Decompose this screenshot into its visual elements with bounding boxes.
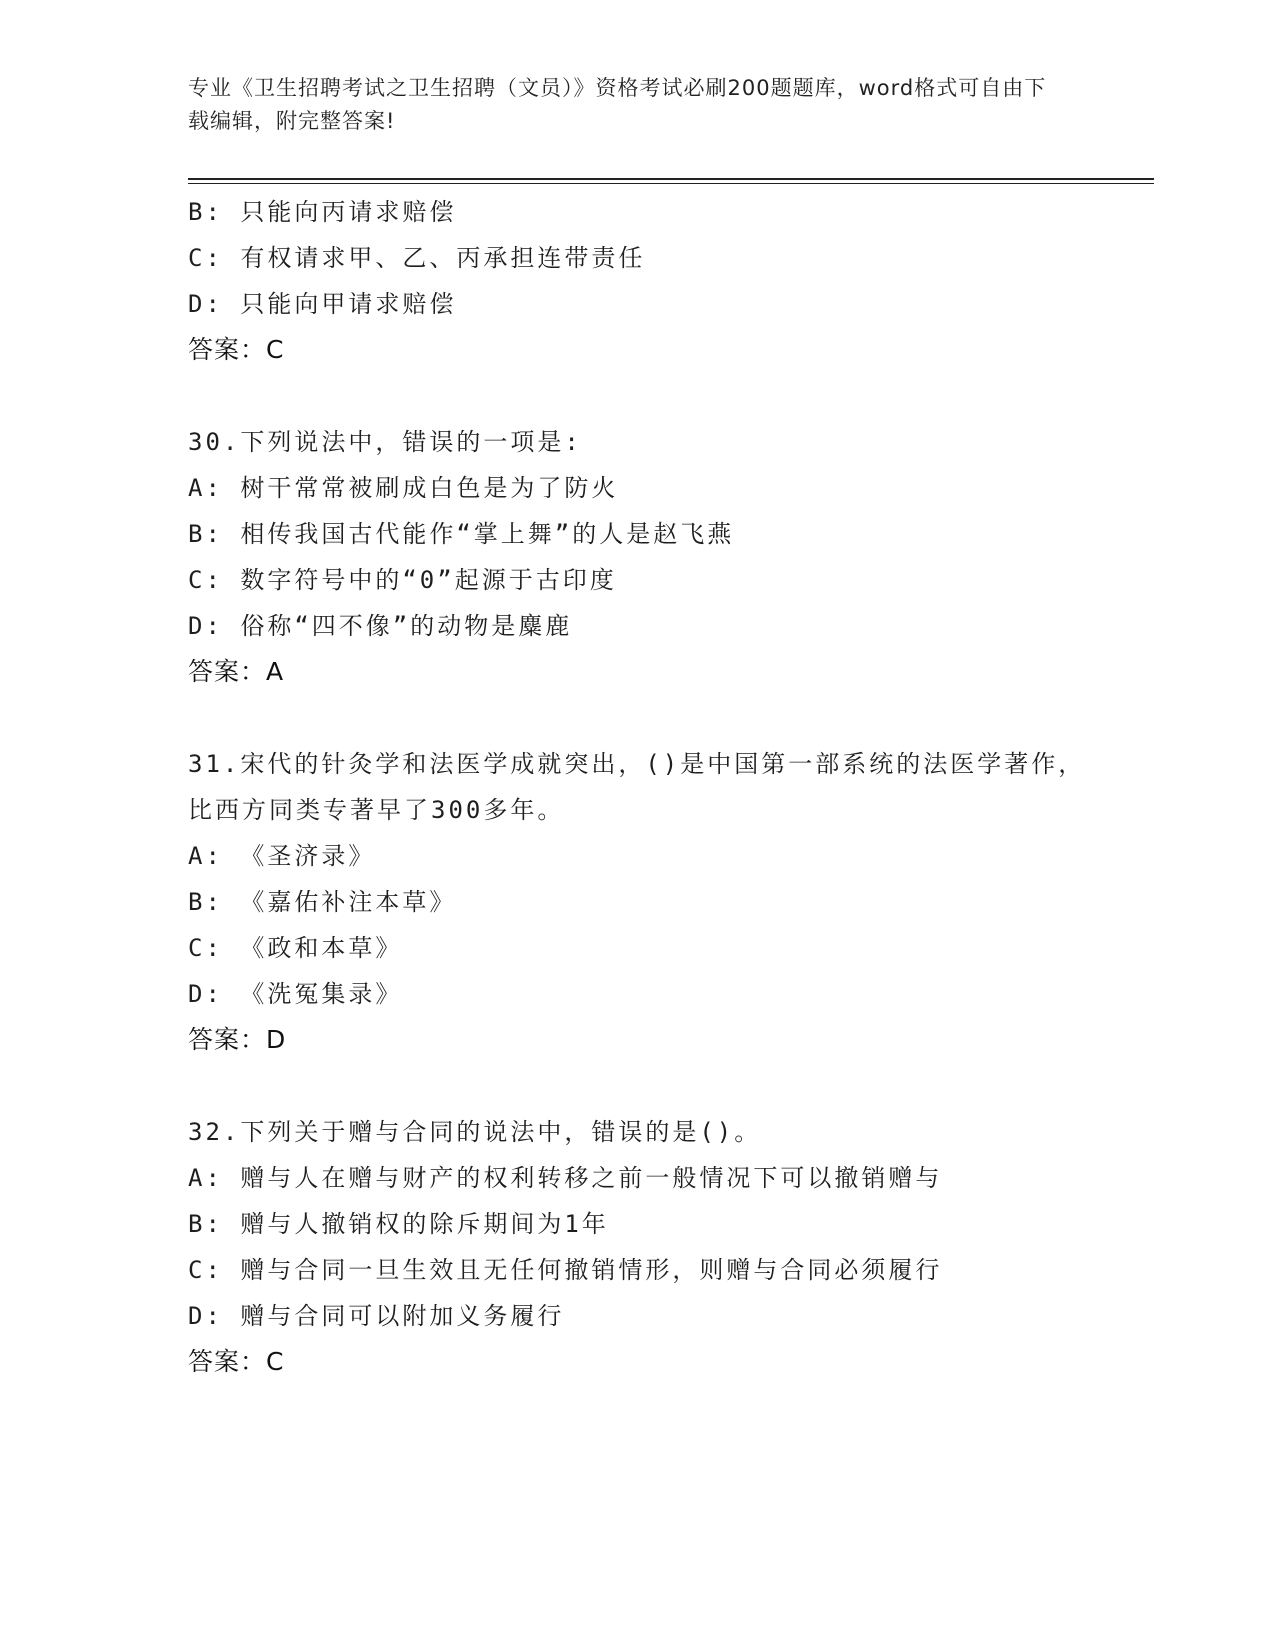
option-c: C: 数字符号中的“0”起源于古印度 <box>188 566 617 594</box>
answer: 答案：C <box>188 335 285 364</box>
spacer <box>188 695 1088 741</box>
document-header: 专业《卫生招聘考试之卫生招聘（文员）》资格考试必刷200题题库，word格式可自由下载编辑，附完整答案! <box>188 76 1047 133</box>
spacer <box>188 373 1088 419</box>
option-d: D: 赠与合同可以附加义务履行 <box>188 1302 565 1330</box>
answer: 答案：C <box>188 1347 285 1376</box>
option-a: A: 赠与人在赠与财产的权利转移之前一般情况下可以撤销赠与 <box>188 1164 943 1192</box>
question-32 <box>188 1109 1088 1385</box>
option-b: B: 《嘉佑补注本草》 <box>188 888 457 916</box>
option-b: B: 赠与人撤销权的除斥期间为1年 <box>188 1210 609 1238</box>
question-30 <box>188 419 1088 695</box>
option-c: C: 《政和本草》 <box>188 934 403 962</box>
header-rule-thick <box>188 178 1154 180</box>
partial-question-29 <box>188 189 1088 373</box>
question-31 <box>188 741 1088 1063</box>
question-list <box>188 189 1088 1385</box>
header-rule-thin <box>188 183 1154 184</box>
option-a: A: 树干常常被刷成白色是为了防火 <box>188 474 619 502</box>
question-stem: 31.宋代的针灸学和法医学成就突出，()是中国第一部系统的法医学著作，比西方同类专著早了300多年。 <box>188 750 1086 824</box>
option-c: C: 赠与合同一旦生效且无任何撤销情形，则赠与合同必须履行 <box>188 1256 943 1284</box>
question-stem: 32.下列关于赠与合同的说法中，错误的是()。 <box>188 1118 762 1146</box>
option-d: D: 俗称“四不像”的动物是麋鹿 <box>188 612 573 640</box>
answer: 答案：A <box>188 657 285 686</box>
question-stem: 30.下列说法中，错误的一项是: <box>188 428 582 456</box>
spacer <box>188 1063 1088 1109</box>
option-d: D: 只能向甲请求赔偿 <box>188 290 457 318</box>
option-b: B: 相传我国古代能作“掌上舞”的人是赵飞燕 <box>188 520 735 548</box>
option-a: A: 《圣济录》 <box>188 842 376 870</box>
answer: 答案：D <box>188 1025 287 1054</box>
option-b: B: 只能向丙请求赔偿 <box>188 198 457 226</box>
option-d: D: 《洗冤集录》 <box>188 980 403 1008</box>
option-c: C: 有权请求甲、乙、丙承担连带责任 <box>188 244 646 272</box>
